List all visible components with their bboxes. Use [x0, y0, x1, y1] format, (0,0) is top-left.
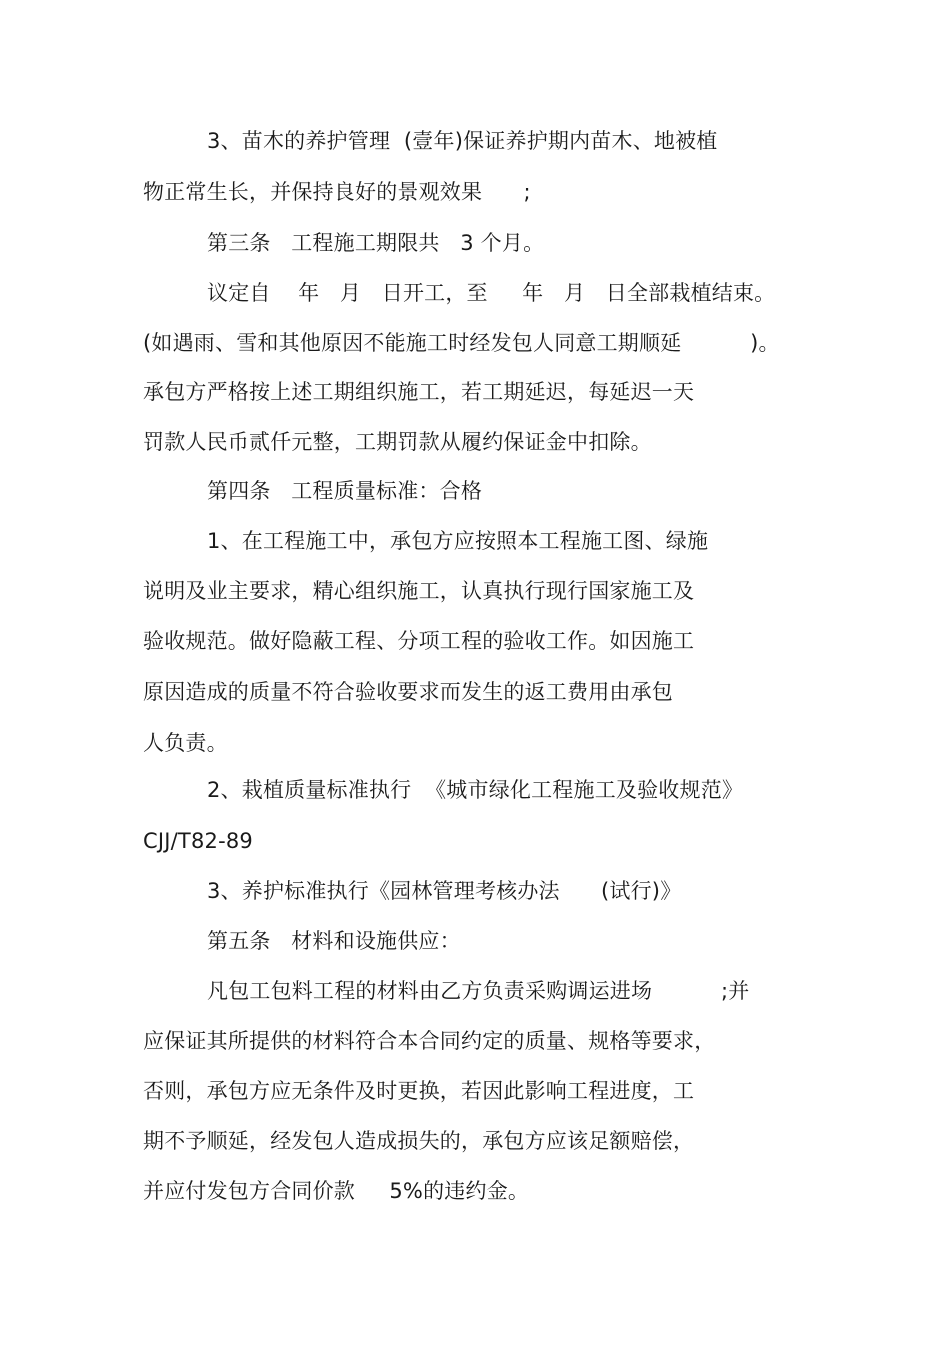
- paragraph-line: 物正常生长，并保持良好的景观效果 ;: [143, 180, 531, 204]
- paragraph-line: 人负责。: [143, 731, 228, 755]
- standard-code: CJJ/T82-89: [143, 829, 253, 853]
- paragraph-line: 2、栽植质量标准执行 《城市绿化工程施工及验收规范》: [207, 778, 744, 802]
- paragraph-line: 3、养护标准执行《园林管理考核办法 (试行)》: [207, 879, 682, 903]
- paragraph-line: 罚款人民币贰仟元整，工期罚款从履约保证金中扣除。: [143, 430, 652, 454]
- clause-heading: 第三条 工程施工期限共 3 个月。: [207, 231, 545, 255]
- paragraph-line: 期不予顺延，经发包人造成损失的，承包方应该足额赔偿，: [143, 1129, 695, 1153]
- paragraph-line: (如遇雨、雪和其他原因不能施工时经发包人同意工期顺延 )。: [143, 331, 780, 355]
- paragraph-line: 3、苗木的养护管理 (壹年)保证养护期内苗木、地被植: [207, 129, 718, 153]
- paragraph-line: 验收规范。做好隐蔽工程、分项工程的验收工作。如因施工: [143, 629, 695, 653]
- paragraph-line: 凡包工包料工程的材料由乙方负责采购调运进场 ;并: [207, 979, 750, 1003]
- paragraph-line: 并应付发包方合同价款 5%的违约金。: [143, 1179, 530, 1203]
- paragraph-line: 应保证其所提供的材料符合本合同约定的质量、规格等要求，: [143, 1029, 716, 1053]
- paragraph-line: 原因造成的质量不符合验收要求而发生的返工费用由承包: [143, 680, 673, 704]
- clause-heading: 第四条 工程质量标准：合格: [207, 479, 483, 503]
- paragraph-line: 说明及业主要求，精心组织施工，认真执行现行国家施工及: [143, 579, 695, 603]
- paragraph-line: 否则，承包方应无条件及时更换，若因此影响工程进度，工: [143, 1079, 695, 1103]
- paragraph-line: 1、在工程施工中，承包方应按照本工程施工图、绿施: [207, 529, 709, 553]
- paragraph-line: 议定自 年 月 日开工，至 年 月 日全部栽植结束。: [207, 281, 776, 305]
- paragraph-line: 承包方严格按上述工期组织施工，若工期延迟，每延迟一天: [143, 380, 695, 404]
- clause-heading: 第五条 材料和设施供应：: [207, 929, 461, 953]
